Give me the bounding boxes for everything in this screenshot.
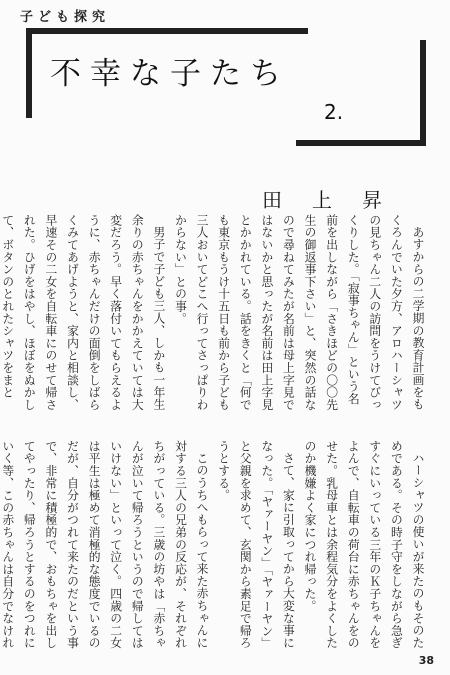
article-title: 不幸な子たち — [50, 56, 290, 92]
body-paragraph: 男子で子ども三人、しかも一年生余りの赤ちゃんをかかえていては大変だろう。早く落付いてもらえるように、赤ちゃんだけの面倒をしばらくみてあげようと、家内と相談し、早速その二女を自転車にのせて帰された。ひげをはやし、ほぼをぬかして、ボタンのとれたシャツをまと — [0, 214, 166, 411]
part-number-frame — [296, 40, 426, 146]
author-name: 田上昇 — [262, 188, 412, 212]
body-paragraph: ハーシャツの使いが来たのもそのためである。その時子守をしながら急ぎすぐにいっている三年のＫ子ちゃんをよんで、自転車の荷台に赤ちゃんをのせた。乳母車とは余程気分をよくしたのか機嫌よく家につれ帰った。 — [303, 440, 425, 650]
body-column-bottom — [0, 440, 428, 654]
body-column-top — [0, 214, 428, 414]
body-paragraph: さて、家に引取ってから大変な事になった。「ヤァーヤン」「ヤァーヤン」と父親を求めて、玄関から素足で帰ろうとする。 — [216, 440, 296, 650]
series-label: 子ども探究 — [20, 10, 111, 25]
page-number: 38 — [418, 654, 434, 667]
part-number: 2. — [324, 100, 344, 124]
body-paragraph: このうちへもらって来た赤ちゃんに対する三人の兄弟の反応が、それぞれちがっている。三歳の坊やは「赤ちゃんが泣いて帰ろうというので帰してはいけない」といって泣く。四歳の二女は平生は極めて消極的な態度でいるのだが、自分がつれて来たのだという事で、非常に積極的で、おもちゃを出してやったり、帰ろうとするのをつれにいく等、この赤ちゃんは自分でなけれ — [0, 440, 210, 650]
body-paragraph: あすからの二学期の教育計画をもくろんでいた夕方、アロハーシャツの見ちゃん二人の訪問をうけてびっくりした。「寂事ちゃん」という名前を出しながら「さきほどの〇〇先生の御返事下さい」と、突然の話なので尋ねてみたが名前は母上字見ではないかと思ったが名前は田上字見とかかれている。話をきくと「何でも東京もうけ十五日も前から子ども三人おいてどこへ行ってさっぱりわからない」との事。 — [173, 214, 425, 411]
